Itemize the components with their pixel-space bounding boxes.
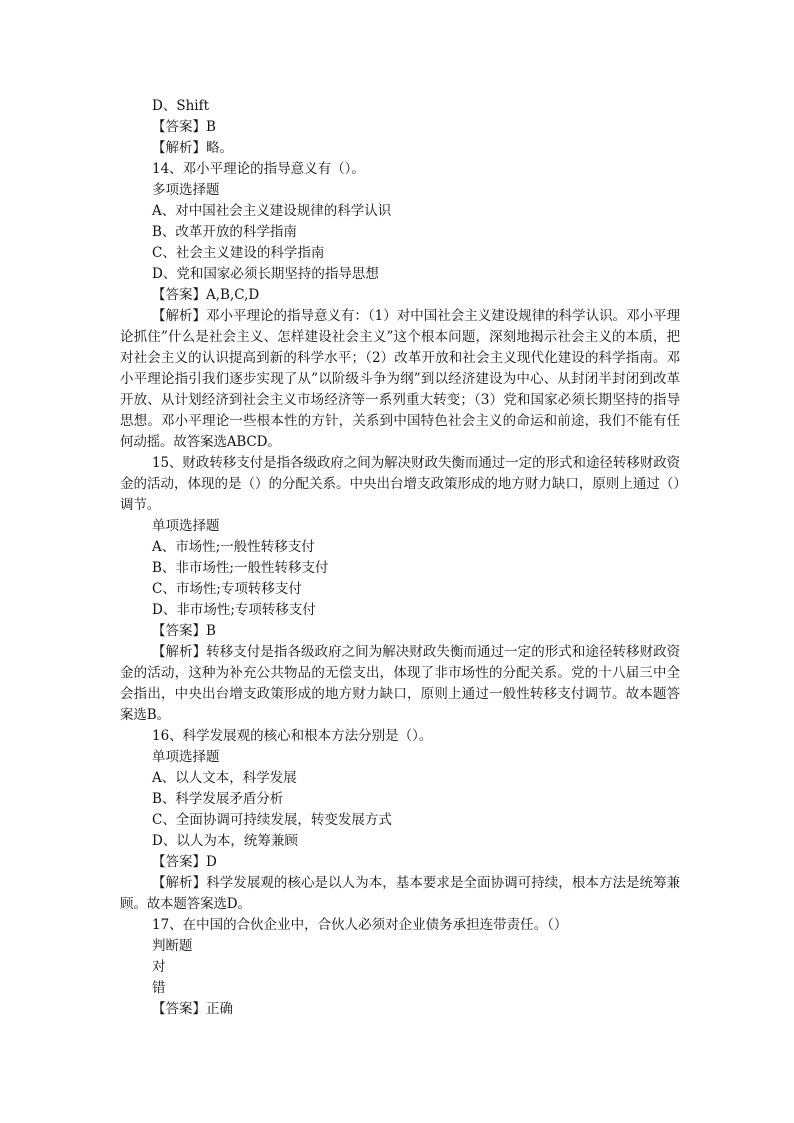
q14-stem: 14、邓小平理论的指导意义有（）。 [152,161,365,177]
q15-option-b: B、非市场性;一般性转移支付 [152,560,329,576]
q17-option-false: 错 [152,980,166,996]
answer-value: D [206,854,217,870]
q13-answer [120,117,680,138]
analysis-label: 【解析】 [152,875,207,891]
q17-type: 判断题 [152,938,193,954]
analysis-label: 【解析】 [152,308,206,324]
q15-stem: 15、财政转移支付是指各级政府之间为解决财政失衡而通过一定的形式和途径转移财政资金的活动，体现的是（）的分配关系。中央出台增支政策形成的地方财力缺口，原则上通过（）调节。 [120,455,680,513]
q17-option-true: 对 [152,959,166,975]
analysis-label: 【解析】 [152,644,207,660]
analysis-label: 【解析】 [152,140,206,156]
q14-option-a: A、对中国社会主义建设规律的科学认识 [152,203,392,219]
q16-option-a: A、以人文本，科学发展 [152,770,297,786]
q15-answer [120,621,680,642]
answer-value: B [206,623,216,639]
answer-value: B [206,119,216,135]
answer-label: 【答案】 [152,854,206,870]
q15-option-c: C、市场性;专项转移支付 [152,581,302,597]
q16-stem: 16、科学发展观的核心和根本方法分别是（）。 [152,728,433,744]
q16-answer [120,852,680,873]
answer-label: 【答案】 [152,287,206,303]
q15-type: 单项选择题 [152,518,220,534]
q15-analysis [120,642,680,726]
q16-option-d: D、以人为本，统筹兼顾 [152,833,298,849]
q15-option-a: A、市场性;一般性转移支付 [152,539,315,555]
q13-analysis [120,138,680,159]
q16-analysis [120,873,680,915]
analysis-text: 略。 [206,140,233,156]
q14-option-b: B、改革开放的科学指南 [152,224,297,240]
answer-label: 【答案】 [152,1001,206,1017]
q17-answer [120,999,680,1020]
answer-value: A,B,C,D [206,287,260,303]
answer-label: 【答案】 [152,623,206,639]
analysis-text: 转移支付是指各级政府之间为解决财政失衡而通过一定的形式和途径转移财政资金的活动，这种为补充公共物品的无偿支出，体现了非市场性的分配关系。党的十八届三中全会指出，中央出台增支政策形成的地方财力缺口，原则上通过一般性转移支付调节。故本题答案选B。 [120,644,681,723]
q14-option-c: C、社会主义建设的科学指南 [152,245,325,261]
answer-label: 【答案】 [152,119,206,135]
q14-analysis [120,306,680,453]
analysis-text: 科学发展观的核心是以人为本，基本要求是全面协调可持续，根本方法是统筹兼顾。故本题答案选D。 [120,875,681,912]
q14-answer [120,285,680,306]
q13-option-d: D、Shift [152,98,210,114]
q16-type: 单项选择题 [152,749,220,765]
analysis-text: 邓小平理论的指导意义有：（1）对中国社会主义建设规律的科学认识。邓小平理论抓住”什么是社会主义、怎样建设社会主义”这个根本问题，深刻地揭示社会主义的本质，把对社会主义的认识提高到新的科学水平；（2）改革开放和社会主义现代化建设的科学指南。邓小平理论指引我们逐步实现了从”以阶级斗争为纲”到以经济建设为中心、从封闭半封闭到改革开放、从计划经济到社会主义市场经济等一系列重大转变；（3）党和国家必须长期坚持的指导思想。邓小平理论一些根本性的方针，关系到中国特色社会主义的命运和前途，我们不能有任何动摇。故答案选ABCD。 [120,308,680,450]
q15-option-d: D、非市场性;专项转移支付 [152,602,316,618]
q14-type: 多项选择题 [152,182,220,198]
q17-stem: 17、在中国的合伙企业中，合伙人必须对企业债务承担连带责任。（） [152,917,568,933]
answer-value: 正确 [206,1001,233,1017]
document-content [120,96,680,1020]
q16-option-b: B、科学发展矛盾分析 [152,791,284,807]
q16-option-c: C、全面协调可持续发展，转变发展方式 [152,812,392,828]
q14-option-d: D、党和国家必须长期坚持的指导思想 [152,266,379,282]
